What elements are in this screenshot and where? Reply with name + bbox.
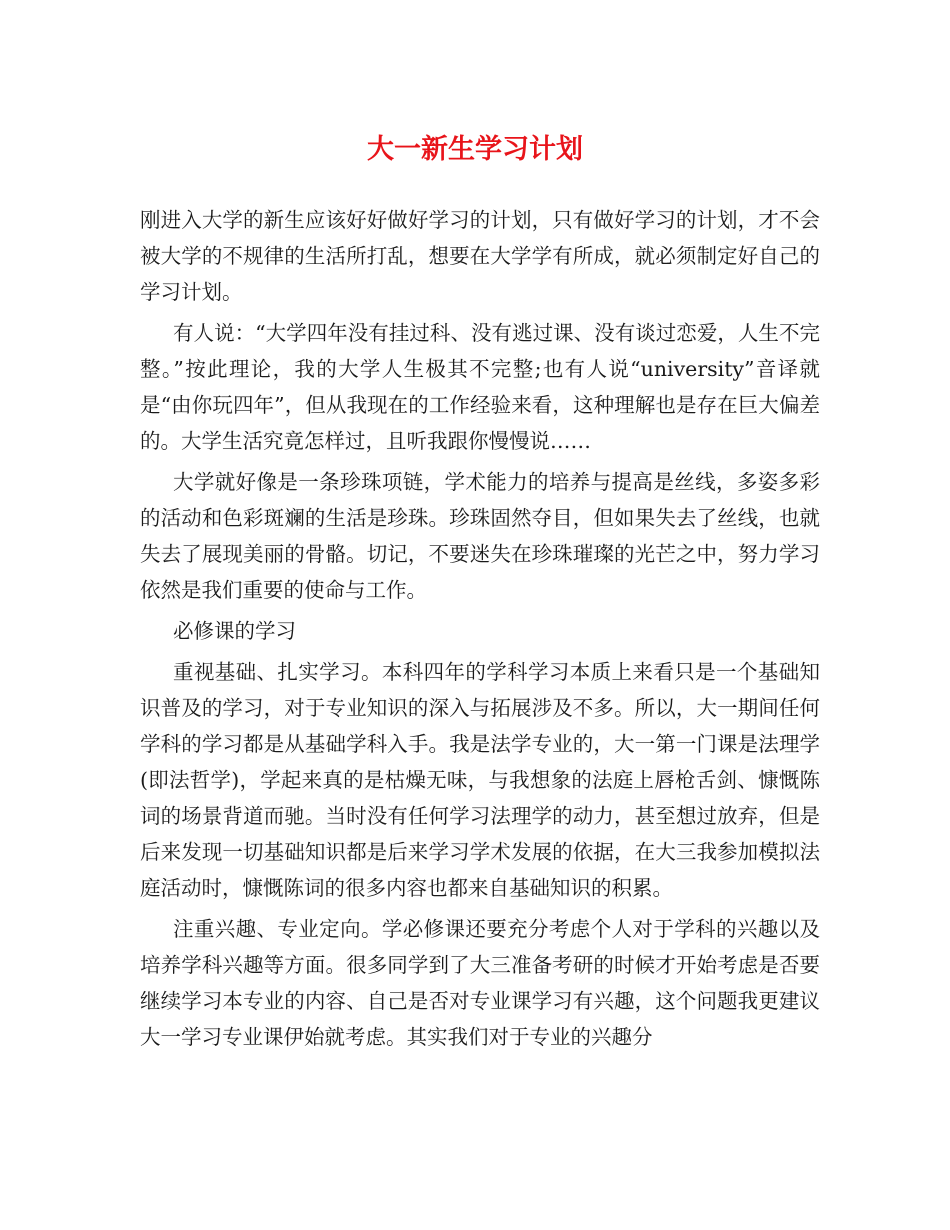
paragraph-quote: 有人说：“大学四年没有挂过科、没有逃过课、没有谈过恋爱，人生不完整。”按此理论，我的大学人生极其不完整;也有人说“university”音译就是“由你玩四年”，但从我现在的工作经验来看，这种理解也是存在巨大偏差的。大学生活究竟怎样过，且听我跟你慢慢说…… [140, 321, 820, 453]
paragraph-foundation: 重视基础、扎实学习。本科四年的学科学习本质上来看只是一个基础知识普及的学习，对于专业知识的深入与拓展涉及不多。所以，大一期间任何学科的学习都是从基础学科入手。我是法学专业的，大一第一门课是法理学(即法哲学)，学起来真的是枯燥无味，与我想象的法庭上唇枪舌剑、慷慨陈词的场景背道而驰。当时没有任何学习法理学的动力，甚至想过放弃，但是后来发现一切基础知识都是后来学习学术发展的依据，在大三我参加模拟法庭活动时，慷慨陈词的很多内容也都来自基础知识的积累。 [140, 660, 820, 900]
paragraph-interest: 注重兴趣、专业定向。学必修课还要充分考虑个人对于学科的兴趣以及培养学科兴趣等方面。很多同学到了大三准备考研的时候才开始考虑是否要继续学习本专业的内容、自己是否对专业课学习有兴趣，这个问题我更建议大一学习专业课伊始就考虑。其实我们对于专业的兴趣分 [140, 917, 820, 1049]
paragraph-intro: 刚进入大学的新生应该好好做好学习的计划，只有做好学习的计划，才不会被大学的不规律的生活所打乱，想要在大学学有所成，就必须制定好自己的学习计划。 [140, 208, 820, 304]
document-body [140, 202, 820, 1055]
paragraph-pearl-necklace: 大学就好像是一条珍珠项链，学术能力的培养与提高是丝线，多姿多彩的活动和色彩斑斓的生活是珍珠。珍珠固然夺目，但如果失去了丝线，也就失去了展现美丽的骨骼。切记，不要迷失在珍珠璀璨的光芒之中，努力学习依然是我们重要的使命与工作。 [140, 470, 820, 602]
document-title: 大一新生学习计划 [367, 134, 583, 165]
section-heading-required-courses: 必修课的学习 [173, 619, 296, 643]
